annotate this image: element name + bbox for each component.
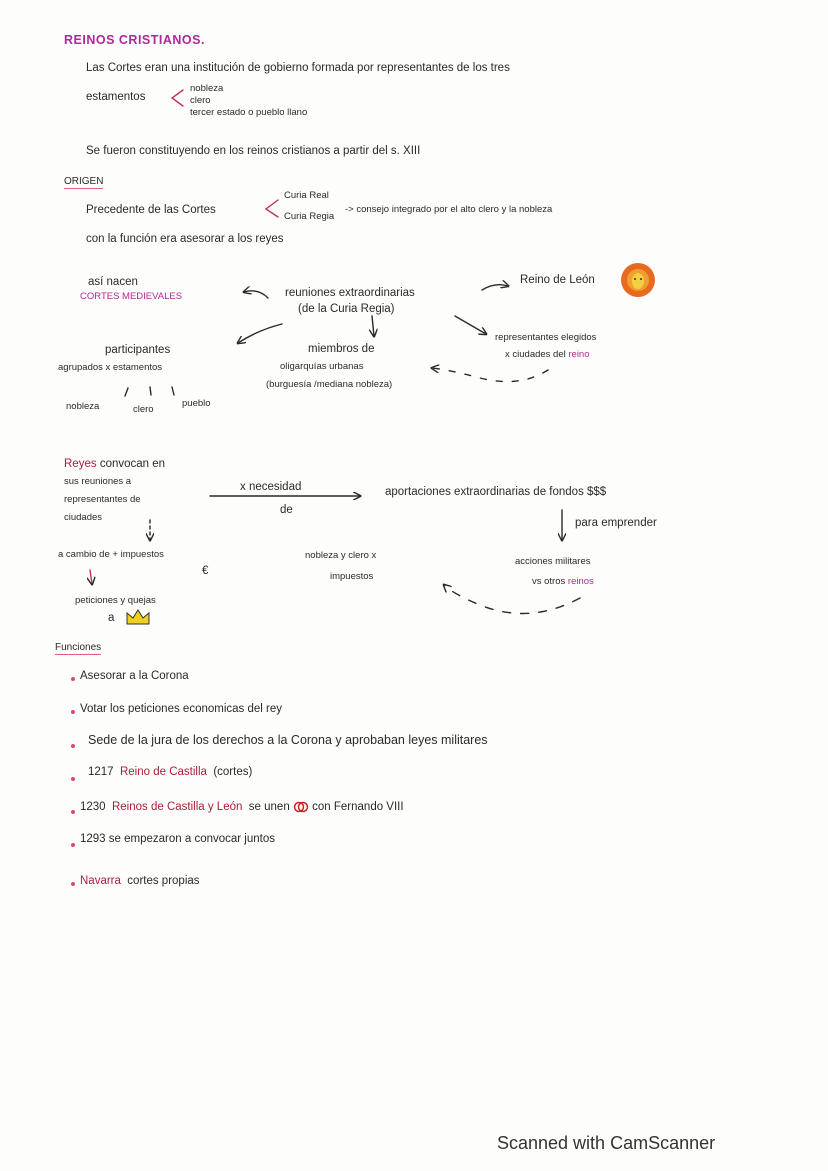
funcion-item: 1230 Reinos de Castilla y León se unen con Fernando VIII <box>80 801 404 814</box>
intro-line: Las Cortes eran una institución de gobierno formada por representantes de los tres <box>86 62 510 74</box>
asi-nacen: así nacen <box>88 276 138 288</box>
ciudades-text: x ciudades del <box>505 349 566 360</box>
participantes-text: participantes <box>105 344 171 356</box>
funcion-item: 1293 se empezaron a convocar juntos <box>80 833 275 845</box>
funcion-item: Navarra cortes propias <box>80 875 200 887</box>
intro-line: Se fueron constituyendo en los reinos cristianos a partir del s. XIII <box>86 145 421 157</box>
scanner-watermark: Scanned with CamScanner <box>497 1133 716 1153</box>
dashed-arrow-icon <box>444 585 580 614</box>
estamentos-label: estamentos <box>86 91 146 103</box>
funcion-item: Asesorar a la Corona <box>80 670 189 682</box>
para-emprender: para emprender <box>575 517 657 529</box>
estamento-tick-marks <box>125 387 174 396</box>
arrow-icon <box>455 316 486 334</box>
estamento-pueblo: pueblo <box>182 398 211 409</box>
representantes-text: representantes elegidos <box>495 332 597 343</box>
peticiones-text: peticiones y quejas <box>75 595 156 606</box>
impuestos-text: impuestos <box>330 571 374 582</box>
arrow-icon <box>238 324 282 343</box>
estamento-clero: clero <box>133 404 154 415</box>
dashed-arrow-icon <box>432 368 548 382</box>
vs-otros-text: vs otros <box>532 576 566 587</box>
reyes-line: sus reuniones a <box>64 476 132 487</box>
funcion-item: 1217 Reino de Castilla (cortes) <box>88 766 253 778</box>
page-title: REINOS CRISTIANOS. <box>64 33 205 47</box>
curia-item: Curia Regia <box>284 211 335 222</box>
curia-regia-text: (de la Curia Regia) <box>298 303 395 315</box>
miembros-text: miembros de <box>308 343 375 355</box>
necesidad-text: x necesidad <box>240 481 302 493</box>
reino-leon: Reino de León <box>520 274 595 286</box>
funcion-item: Votar los peticiones economicas del rey <box>80 703 282 715</box>
reyes-text: Reyes <box>64 458 97 470</box>
estamento-item: nobleza <box>190 83 224 94</box>
crown-icon <box>127 610 149 624</box>
agrupados-text: agrupados x estamentos <box>58 362 163 373</box>
precedente-text: Precedente de las Cortes <box>86 204 216 216</box>
estamento-item: clero <box>190 95 211 106</box>
reinos-text: reinos <box>567 576 594 587</box>
lion-icon <box>621 263 655 297</box>
nobleza-clero-text: nobleza y clero x <box>305 550 377 561</box>
curia-item: Curia Real <box>284 190 329 201</box>
estamento-item: tercer estado o pueblo llano <box>190 107 308 118</box>
aportaciones-text: aportaciones extraordinarias de fondos $$$ <box>385 486 607 498</box>
consejo-text: -> consejo integrado por el alto clero y la nobleza <box>345 204 553 215</box>
arrow-icon <box>90 570 92 584</box>
euro-symbol: € <box>202 565 209 577</box>
bracket-icon <box>172 90 183 106</box>
bracket-icon <box>266 200 278 217</box>
burguesia-text: (burguesía /mediana nobleza) <box>266 379 393 390</box>
reyes-line: representantes de <box>64 494 141 505</box>
section-heading-funciones: Funciones <box>55 642 102 653</box>
reino-text: reino <box>568 349 590 360</box>
reuniones-text: reuniones extraordinarias <box>285 287 415 299</box>
arrow-icon <box>372 316 374 336</box>
a-cambio-text: a cambio de + impuestos <box>58 549 164 560</box>
section-heading-origen: ORIGEN <box>64 176 104 187</box>
oligarquias-text: oligarquías urbanas <box>280 361 364 372</box>
a-text: a <box>108 612 115 624</box>
arrow-icon <box>244 291 268 298</box>
cortes-medievales: CORTES MEDIEVALES <box>80 291 183 302</box>
convocan-text: convocan en <box>99 458 166 470</box>
acciones-text: acciones militares <box>515 556 591 567</box>
funcion-text: con la función era asesorar a los reyes <box>86 233 284 245</box>
funcion-item: Sede de la jura de los derechos a la Corona y aprobaban leyes militares <box>88 733 488 747</box>
de-text: de <box>280 504 293 516</box>
reyes-line: ciudades <box>64 512 103 523</box>
arrow-icon <box>482 285 508 290</box>
estamento-nobleza: nobleza <box>66 401 100 412</box>
